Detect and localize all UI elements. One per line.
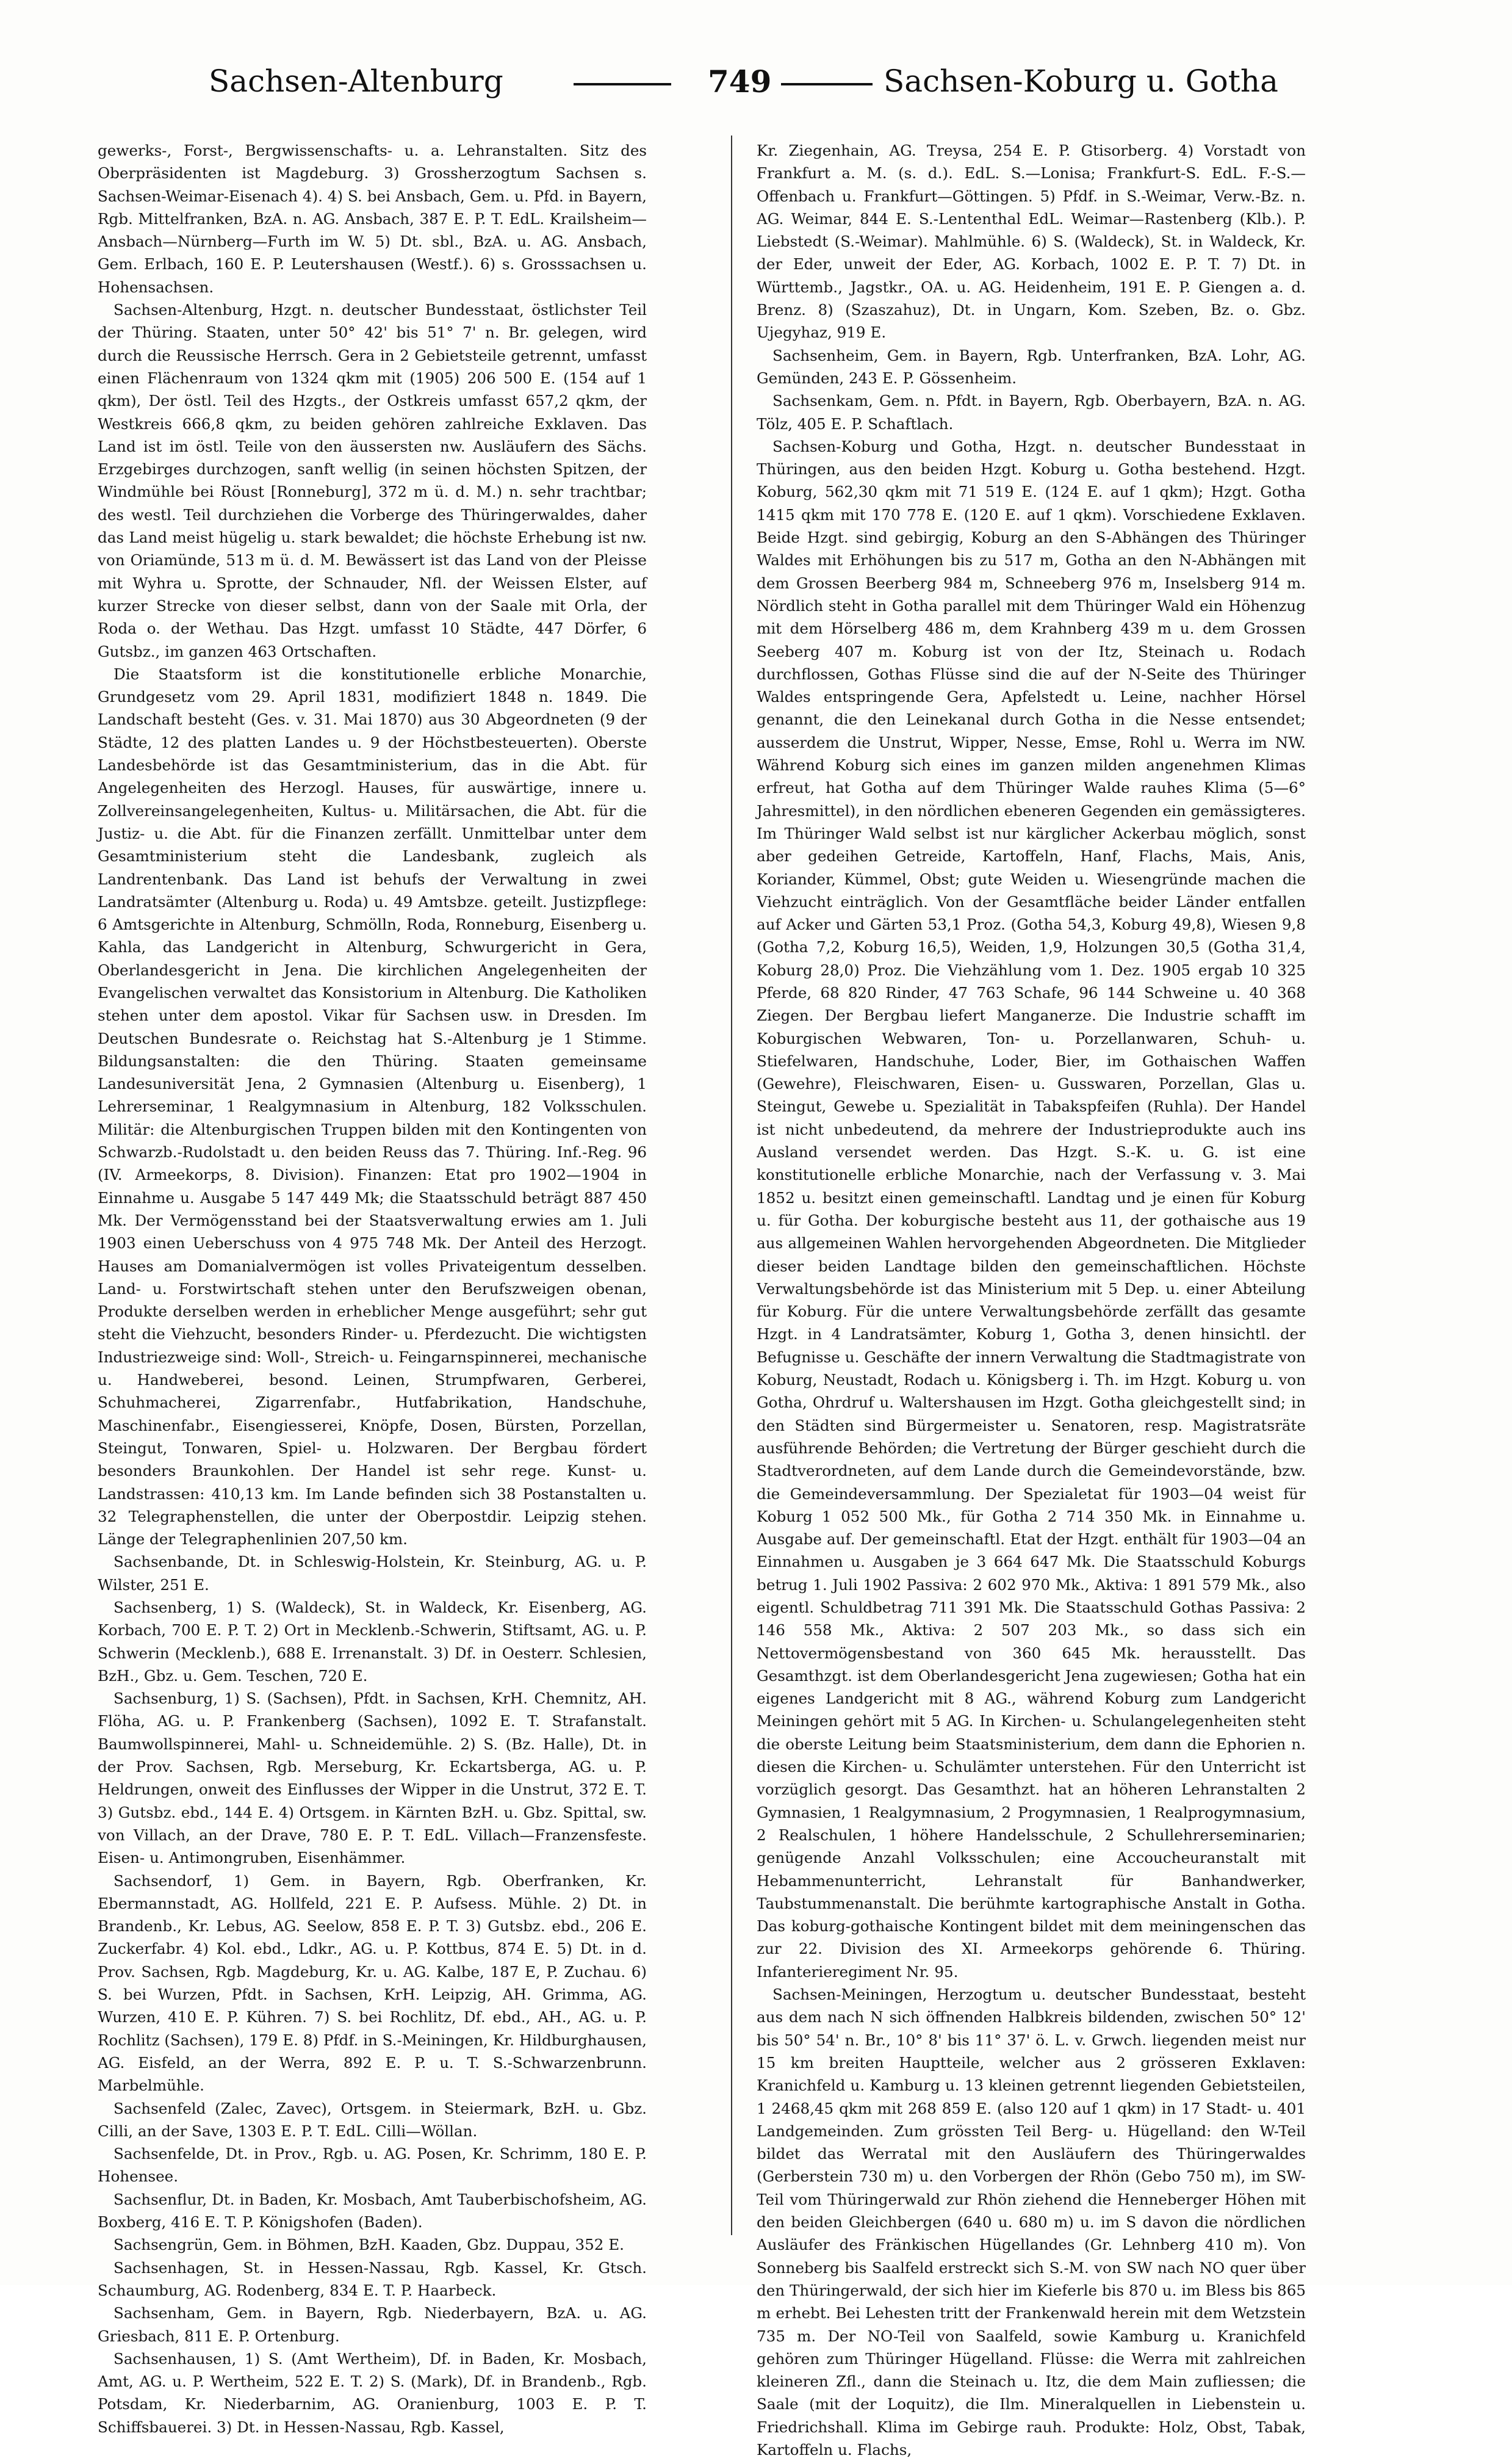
header-left-title: Sachsen-Altenburg [209, 63, 503, 99]
column-divider [731, 136, 732, 2235]
entry-paragraph: Sachsenfelde, Dt. in Prov., Rgb. u. AG. Posen, Kr. Schrimm, 180 E. P. Hohensee. [98, 2145, 647, 2186]
header-right-title: Sachsen-Koburg u. Gotha [884, 63, 1278, 99]
running-header [183, 56, 1416, 111]
entry-paragraph: Sachsenhagen, St. in Hessen-Nassau, Rgb. Kassel, Kr. Gtsch. Schaumburg, AG. Rodenberg, 834 E. T. P. Haarbeck. [98, 2258, 647, 2299]
header-right-dash [781, 83, 873, 85]
entry-paragraph: Kr. Ziegenhain, AG. Treysa, 254 E. P. Gtisorberg. 4) Vorstadt von Frankfurt a. M. (s. d.). EdL. S.—Lonisa; Frankfurt-S. EdL. F.-S.—Offenbach u. Frankfurt—Göttingen. 5) Pfdf. in S.-Weimar, Verw.-Bz. n. AG. Weimar, 844 E. S.-Lententhal EdL. Weimar—Rastenberg (Klb.). P. Liebstedt (S.-Weimar). Mahlmühle. 6) S. (Waldeck), St. in Waldeck, Kr. der Eder, unweit der Eder, AG. Korbach, 1002 E. P. T. 7) Dt. in Württemb., Jagstkr., OA. u. AG. Heidenheim, 191 E. P. Giengen a. d. Brenz. 8) (Szaszahuz), Dt. in Ungarn, Kom. Szeben, Bz. o. Gbz. Ujegyhaz, 919 E. [757, 142, 1306, 342]
entry-paragraph: Sachsenberg, 1) S. (Waldeck), St. in Waldeck, Kr. Eisenberg, AG. Korbach, 700 E. P. T. 2) Ort in Mecklenb.-Schwerin, Stiftsamt, AG. u. P. Schwerin (Mecklenb.), 688 E. Irrenanstalt. 3) Df. in Oesterr. Schlesien, BzH., Gbz. u. Gem. Teschen, 720 E. [98, 1599, 647, 1685]
entry-paragraph: gewerks-, Forst-, Bergwissenschafts- u. a. Lehranstalten. Sitz des Oberpräsidenten ist Magdeburg. 3) Grossherzogtum Sachsen s. Sachsen-Weimar-Eisenach 4). 4) S. bei Ansbach, Gem. u. Pfd. in Bayern, Rgb. Mittelfranken, BzA. n. AG. Ansbach, 387 E. P. T. EdL. Krailsheim—Ansbach—Nürnberg—Furth im W. 5) Dt. sbl., BzA. u. AG. Ansbach, Gem. Erlbach, 160 E. P. Leutershausen (Westf.). 6) s. Grosssachsen u. Hohensachsen. [98, 142, 647, 296]
entry-paragraph: Sachsenflur, Dt. in Baden, Kr. Mosbach, Amt Tauberbischofsheim, AG. Boxberg, 416 E. T. P. Königshofen (Baden). [98, 2190, 647, 2232]
entry-paragraph: Sachsenheim, Gem. in Bayern, Rgb. Unterfranken, BzA. Lohr, AG. Gemünden, 243 E. P. Gössenheim. [757, 346, 1306, 387]
entry-paragraph: Sachsenbande, Dt. in Schleswig-Holstein, Kr. Steinburg, AG. u. P. Wilster, 251 E. [98, 1553, 647, 1594]
right-text-column [757, 139, 1306, 2459]
entry-paragraph: Sachsenham, Gem. in Bayern, Rgb. Niederbayern, BzA. u. AG. Griesbach, 811 E. P. Ortenburg. [98, 2304, 647, 2345]
entry-paragraph: Sachsenkam, Gem. n. Pfdt. in Bayern, Rgb. Oberbayern, BzA. n. AG. Tölz, 405 E. P. Schaftlach. [757, 392, 1306, 433]
entry-paragraph: Sachsen-Altenburg, Hzgt. n. deutscher Bundesstaat, östlichster Teil der Thüring. Staaten, unter 50° 42' bis 51° 7' n. Br. gelegen, wird durch die Reussische Herrsch. Gera in 2 Gebietsteile getrennt, umfasst einen Flächenraum von 1324 qkm mit (1905) 206 500 E. (154 auf 1 qkm), Der östl. Teil des Hzgts., der Ostkreis umfasst 657,2 qkm, der Westkreis 666,8 qkm, zu beiden gehören zahlreiche Exklaven. Das Land ist im östl. Teile von den äussersten nw. Ausläufern des Sächs. Erzgebirges durchzogen, sanft wellig (in seinen höchsten Spitzen, der Windmühle bei Röust [Ronneburg], 372 m ü. d. M.) n. sehr trachtbar; des westl. Teil durchziehen die Vorberge des Thüringerwaldes, daher das Land meist hügelig u. stark bewaldet; die höchste Erhebung ist nw. von Oriamünde, 513 m ü. d. M. Bewässert ist das Land von der Pleisse mit Wyhra u. Sprotte, der Schnauder, Nfl. der Weissen Elster, auf kurzer Strecke von dieser selbst, dann von der Saale mit Orla, der Roda o. der Wethau. Das Hzgt. umfasst 10 Städte, 447 Dörfer, 6 Gutsbz., im ganzen 463 Ortschaften. [98, 301, 647, 660]
entry-paragraph: Sachsendorf, 1) Gem. in Bayern, Rgb. Oberfranken, Kr. Ebermannstadt, AG. Hollfeld, 221 E. P. Aufsess. Mühle. 2) Dt. in Brandenb., Kr. Lebus, AG. Seelow, 858 E. P. T. 3) Gutsbz. ebd., 206 E. Zuckerfabr. 4) Kol. ebd., Ldkr., AG. u. P. Kottbus, 874 E. 5) Dt. in d. Prov. Sachsen, Rgb. Magdeburg, Kr. u. AG. Kalbe, 187 E, P. Zuchau. 6) S. bei Wurzen, Pfdt. in Sachsen, KrH. Leipzig, AH. Grimma, AG. Wurzen, 410 E. P. Kühren. 7) S. bei Rochlitz, Df. ebd., AH., AG. u. P. Rochlitz (Sachsen), 179 E. 8) Pfdf. in S.-Meiningen, Kr. Hildburghausen, AG. Eisfeld, an der Werra, 892 E. P. u. T. S.-Schwarzenbrunn. Marbelmühle. [98, 1871, 647, 2095]
entry-paragraph: Sachsenburg, 1) S. (Sachsen), Pfdt. in Sachsen, KrH. Chemnitz, AH. Flöha, AG. u. P. Frankenberg (Sachsen), 1092 E. T. Strafanstalt. Baumwollspinnerei, Mahl- u. Schneidemühle. 2) S. (Bz. Halle), Dt. in der Prov. Sachsen, Rgb. Merseburg, Kr. Eckartsberga, AG. u. P. Heldrungen, onweit des Einflusses der Wipper in die Unstrut, 372 E. T. 3) Gutsbz. ebd., 144 E. 4) Ortsgem. in Kärnten BzH. u. Gbz. Spittal, sw. von Villach, an der Drave, 780 E. P. T. EdL. Villach—Franzensfeste. Eisen- u. Antimongruben, Eisenhämmer. [98, 1689, 647, 1867]
page-number: 749 [708, 63, 772, 99]
left-text-column [98, 139, 647, 2436]
entry-paragraph: Sachsen-Koburg und Gotha, Hzgt. n. deutscher Bundesstaat in Thüringen, aus den beiden Hzgt. Koburg u. Gotha bestehend. Hzgt. Koburg, 562,30 qkm mit 71 519 E. (124 E. auf 1 qkm); Hzgt. Gotha 1415 qkm mit 170 778 E. (120 E. auf 1 qkm). Vorschiedene Exklaven. Beide Hzgt. sind gebirgig, Koburg an den S-Abhängen des Thüringer Waldes mit Erhöhungen bis zu 517 m, Gotha an den N-Abhängen mit dem Grossen Beerberg 984 m, Schneeberg 976 m, Inselsberg 914 m. Nördlich steht in Gotha parallel mit dem Thüringer Wald ein Höhenzug mit dem Hörselberg 486 m, dem Krahnberg 439 m u. dem Grossen Seeberg 407 m. Koburg ist von der Itz, Steinach u. Rodach durchflossen, Gothas Flüsse sind die auf der N-Seite des Thüringer Waldes entspringende Gera, Apfelstedt u. Leine, nachher Hörsel genannt, die den Leinekanal durch Gotha in die Nesse entsendet; ausserdem die Unstrut, Wipper, Nesse, Emse, Rohl u. Werra im NW. Während Koburg sich eines im ganzen milden angenehmen Klimas erfreut, hat Gotha auf dem Thüringer Walde rauhes Klima (5—6° Jahresmittel), in den nördlichen ebeneren Gegenden ein gemässigteres. Im Thüringer Wald selbst ist nur kärglicher Ackerbau möglich, sonst aber gedeihen Getreide, Kartoffeln, Hanf, Flachs, Mais, Anis, Koriander, Kümmel, Obst; gute Weiden u. Wiesengründe machen die Viehzucht einträglich. Von der Gesamtfläche beider Länder entfallen auf Acker und Gärten 53,1 Proz. (Gotha 54,3, Koburg 49,8), Wiesen 9,8 (Gotha 7,2, Koburg 16,5), Weiden, 1,9, Holzungen 30,5 (Gotha 31,4, Koburg 28,0) Proz. Die Viehzählung vom 1. Dez. 1905 ergab 10 325 Pferde, 68 820 Rinder, 47 763 Schafe, 96 144 Schweine u. 40 368 Ziegen. Der Bergbau liefert Manganerze. Die Industrie schafft im Koburgischen Webwaren, Ton- u. Porzellanwaren, Schuh- u. Stiefelwaren, Handschuhe, Loder, Bier, im Gothaischen Waffen (Gewehre), Fleischwaren, Eisen- u. Gusswaren, Porzellan, Glas u. Steingut, Gewebe u. Spezialität in Tabakspfeifen (Ruhla). Der Handel ist nicht unbedeutend, da mehrere der Industrieprodukte auch ins Ausland versendet werden. Das Hzgt. S.-K. u. G. ist eine konstitutionelle erbliche Monarchie, nach der Verfassung v. 3. Mai 1852 u. besitzt einen gemeinschaftl. Landtag und je einen für Koburg u. für Gotha. Der koburgische besteht aus 11, der gothaische aus 19 aus allgemeinen Wahlen hervorgehenden Abgeordneten. Die Mitglieder dieser beiden Landtage bilden den gemeinschaftlichen. Höchste Verwaltungsbehörde ist das Ministerium mit 5 Dep. u. einer Abteilung für Koburg. Für die untere Verwaltungsbehörde zerfällt das gesamte Hzgt. in 4 Landratsämter, Koburg 1, Gotha 3, denen hinsichtl. der Befugnisse u. Geschäfte der innern Verwaltung die Stadtmagistrate von Koburg, Neustadt, Rodach u. Königsberg i. Th. im Hzgt. Koburg u. von Gotha, Ohrdruf u. Waltershausen im Hzgt. Gotha gleichgestellt sind; in den Städten sind Bürgermeister u. Senatoren, resp. Magistratsräte ausführende Behörden; die Vertretung der Bürger geschieht durch die Stadtverordneten, auf dem Lande durch die Gemeindevorstände, bzw. die Gemeindeversammlung. Der Spezialetat für 1903—04 weist für Koburg 1 052 500 Mk., für Gotha 2 714 350 Mk. in Einnahme u. Ausgabe auf. Der gemeinschaftl. Etat der Hzgt. enthält für 1903—04 an Einnahmen u. Ausgaben je 3 664 647 Mk. Die Staatsschuld Koburgs betrug 1. Juli 1902 Passiva: 2 602 970 Mk., Aktiva: 1 891 579 Mk., also eigentl. Schuldbetrag 711 391 Mk. Die Staatsschuld Gothas Passiva: 2 146 558 Mk., Aktiva: 2 507 203 Mk., so dass sich ein Nettovermögensbestand von 360 645 Mk. herausstellt. Das Gesamthzgt. ist dem Oberlandesgericht Jena zugewiesen; Gotha hat ein eigenes Landgericht mit 8 AG., während Koburg zum Landgericht Meiningen gehört mit 5 AG. In Kirchen- u. Schulangelegenheiten steht die oberste Leitung beim Staatsministerium, dem dann die Ephorien n. diesen die Kirchen- u. Schulämter unterstehen. Für den Unterricht ist vorzüglich gesorgt. Das Gesamthzt. hat an höheren Lehranstalten 2 Gymnasien, 1 Realgymnasium, 2 Progymnasien, 1 Realprogymnasium, 2 Realschulen, 1 höhere Handelsschule, 2 Schullehrerseminarien; genügende Anzahl Volksschulen; eine Accoucheuranstalt mit Hebammenunterricht, Lehranstalt für Banhandwerker, Taubstummenanstalt. Die berühmte kartographische Anstalt in Gotha. Das koburg-gothaische Kontingent bildet mit dem meiningenschen das zur 22. Division des XI. Armeekorps gehörende 6. Thüring. Infanterieregiment Nr. 95. [757, 437, 1306, 1981]
entry-paragraph: Sachsenfeld (Zalec, Zavec), Ortsgem. in Steiermark, BzH. u. Gbz. Cilli, an der Save, 1303 E. P. T. EdL. Cilli—Wöllan. [98, 2099, 647, 2140]
header-left-dash [574, 83, 671, 85]
entry-paragraph: Die Staatsform ist die konstitutionelle erbliche Monarchie, Grundgesetz vom 29. April 1831, modifiziert 1848 n. 1849. Die Landschaft besteht (Ges. v. 31. Mai 1870) aus 30 Abgeordneten (9 der Städte, 12 des platten Landes u. 9 der Höchstbesteuerten). Oberste Landesbehörde ist das Gesamtministerium, das in die Abt. für Angelegenheiten des Herzogl. Hauses, für auswärtige, innere u. Zollvereinsangelegenheiten, Kultus- u. Militärsachen, die Abt. für die Justiz- u. die Abt. für die Finanzen zerfällt. Unmittelbar unter dem Gesamtministerium steht die Landesbank, zugleich als Landrentenbank. Das Land ist behufs der Verwaltung in zwei Landratsämter (Altenburg u. Roda) u. 49 Amtsbze. geteilt. Justizpflege: 6 Amtsgerichte in Altenburg, Schmölln, Roda, Ronneburg, Eisenberg u. Kahla, das Landgericht in Altenburg, Schwurgericht in Gera, Oberlandesgericht in Jena. Die kirchlichen Angelegenheiten der Evangelischen verwaltet das Konsistorium in Altenburg. Die Katholiken stehen unter dem apostol. Vikar für Sachsen usw. in Dresden. Im Deutschen Bundesrate o. Reichstag hat S.-Altenburg je 1 Stimme. Bildungsanstalten: die den Thüring. Staaten gemeinsame Landesuniversität Jena, 2 Gymnasien (Altenburg u. Eisenberg), 1 Lehrerseminar, 1 Realgymnasium in Altenburg, 182 Volksschulen. Militär: die Altenburgischen Truppen bilden mit den Kontingenten von Schwarzb.-Rudolstadt u. den beiden Reuss das 7. Thüring. Inf.-Reg. 96 (IV. Armeekorps, 8. Division). Finanzen: Etat pro 1902—1904 in Einnahme u. Ausgabe 5 147 449 Mk; die Staatsschuld beträgt 887 450 Mk. Der Vermögensstand bei der Staatsverwaltung erwies am 1. Juli 1903 einen Ueberschuss von 4 975 748 Mk. Der Anteil des Herzogt. Hauses am Domanialvermögen ist volles Privateigentum desselben. Land- u. Forstwirtschaft stehen unter den Berufszweigen obenan, Produkte derselben werden in erheblicher Menge ausgeführt; sehr gut steht die Viehzucht, besonders Rinder- u. Pferdezucht. Die wichtigsten Industriezweige sind: Woll-, Streich- u. Feingarnspinnerei, mechanische u. Handweberei, besond. Leinen, Strumpfwaren, Gerberei, Schuhmacherei, Zigarrenfabr., Hutfabrikation, Handschuhe, Maschinenfabr., Eisengiesserei, Knöpfe, Dosen, Bürsten, Porzellan, Steingut, Tonwaren, Spiel- u. Holzwaren. Der Bergbau fördert besonders Braunkohlen. Der Handel ist sehr rege. Kunst- u. Landstrassen: 410,13 km. Im Lande befinden sich 38 Postanstalten u. 32 Telegraphenstellen, die unter der Oberpostdir. Leipzig stehen. Länge der Telegraphenlinien 207,50 km. [98, 665, 647, 1549]
entry-paragraph: Sachsengrün, Gem. in Böhmen, BzH. Kaaden, Gbz. Duppau, 352 E. [113, 2236, 624, 2254]
entry-paragraph: Sachsenhausen, 1) S. (Amt Wertheim), Df. in Baden, Kr. Mosbach, Amt, AG. u. P. Wertheim, 522 E. T. 2) S. (Mark), Df. in Brandenb., Rgb. Potsdam, Kr. Niederbarnim, AG. Oranienburg, 1003 E. P. T. Schiffsbauerei. 3) Dt. in Hessen-Nassau, Rgb. Kassel, [98, 2349, 647, 2436]
entry-paragraph: Sachsen-Meiningen, Herzogtum u. deutscher Bundesstaat, besteht aus dem nach N sich öffnenden Halbkreis bildenden, zwischen 50° 12' bis 50° 54' n. Br., 10° 8' bis 11° 37' ö. L. v. Grwch. liegenden meist nur 15 km breiten Hauptteile, welcher aus 2 grösseren Exklaven: Kranichfeld u. Kamburg u. 13 kleinen getrennt liegenden Gebietsteilen, 1 2468,45 qkm mit 268 859 E. (also 120 auf 1 qkm) in 17 Stadt- u. 401 Landgemeinden. Zum grössten Teil Berg- u. Hügelland: den W-Teil bildet das Werratal mit den Ausläufern des Thüringerwaldes (Gerberstein 730 m) u. den Vorbergen der Rhön (Gebo 750 m), im SW-Teil vom Thüringerwald zur Rhön ziehend die Henneberger Höhen mit den beiden Gleichbergen (640 u. 680 m) u. im S davon die nördlichen Ausläufer des Fränkischen Hügellandes (Gr. Lehnberg 410 m). Von Sonneberg bis Saalfeld erstreckt sich S.-M. von SW nach NO quer über den Thüringerwald, der sich hier im Kieferle bis 870 u. im Bless bis 865 m erhebt. Bei Lehesten tritt der Frankenwald herein mit dem Wetzstein 735 m. Der NO-Teil von Saalfeld, sowie Kamburg u. Kranichfeld gehören zum Thüringer Hügelland. Flüsse: die Werra mit zahlreichen kleineren Zfl., dann die Steinach u. Itz, die dem Main zufliessen; die Saale (mit der Loquitz), die Ilm. Mineralquellen in Liebenstein u. Friedrichshall. Klima im Gebirge rauh. Produkte: Holz, Obst, Tabak, Kartoffeln u. Flachs, [757, 1986, 1306, 2459]
